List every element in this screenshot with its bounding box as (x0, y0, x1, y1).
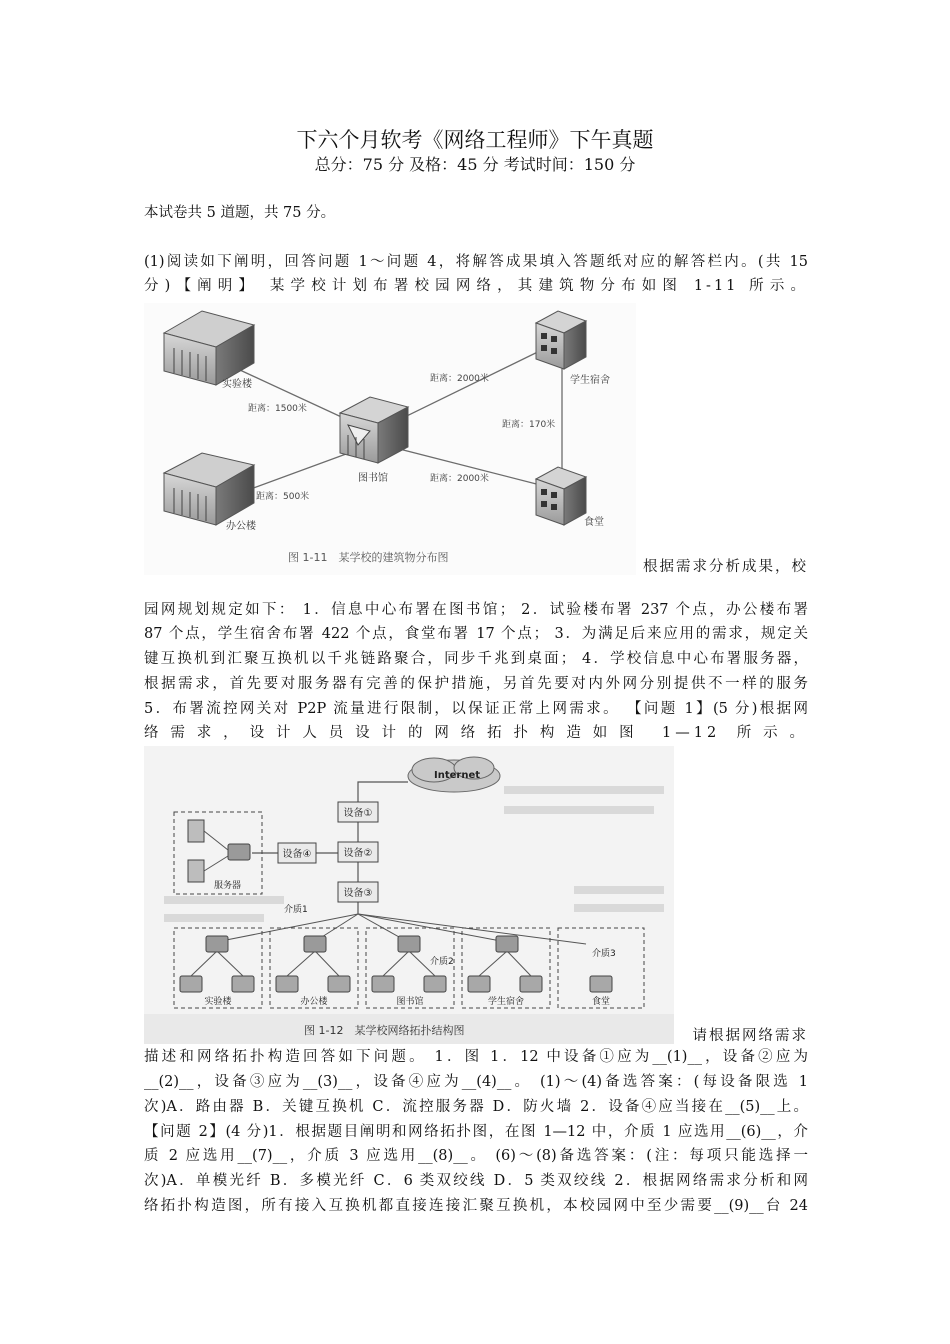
device-4-label: 设备④ (282, 849, 312, 860)
lab-building-icon (164, 311, 254, 385)
dorm-building-icon (536, 311, 586, 369)
distance-library-dorm: 距离：2000米 (430, 374, 489, 384)
device-3-label: 设备③ (343, 888, 373, 899)
building-distribution-figure (144, 303, 636, 575)
para3-line-7: 络拓扑构造图，所有接入互换机都直接连接汇聚互换机，本校园网中至少需要__(9)__台 24 (144, 1198, 808, 1214)
distance-dorm-canteen: 距离：170米 (502, 420, 556, 430)
group-canteen-label: 食堂 (591, 997, 611, 1007)
after-figure-2-text: 请根据网络需求 (692, 1028, 808, 1044)
lab-label: 实验楼 (222, 379, 252, 390)
group-dorm-label: 学生宿舍 (487, 997, 525, 1007)
group-office-label: 办公楼 (300, 997, 328, 1007)
medium-2-label: 介质2 (430, 957, 454, 967)
distance-lab-library: 距离：1500米 (248, 404, 307, 414)
para2-line-6: 络需求，设计人员设计的网络拓扑构造如图 1—12 所示。 (144, 725, 808, 741)
figure-1-11-caption: 图 1-11 某学校的建筑物分布图 (288, 551, 449, 564)
distance-office-library: 距离：500米 (256, 492, 310, 502)
office-building-icon (164, 453, 254, 525)
group-lab-label: 实验楼 (204, 997, 232, 1007)
dorm-label: 学生宿舍 (570, 375, 610, 386)
para3-line-1: 描述和网络拓扑构造回答如下问题。 1．图 1．12 中设备①应为__(1)__，设备②应为 (144, 1049, 808, 1065)
device-1-label: 设备① (343, 808, 373, 819)
medium-3-label: 介质3 (592, 949, 616, 959)
group-library-label: 图书馆 (396, 997, 424, 1007)
office-label: 办公楼 (226, 521, 256, 532)
library-label: 图书馆 (358, 473, 388, 484)
para3-line-4: 【问题 2】(4 分)1．根据题目阐明和网络拓扑图，在图 1—12 中，介质 1 应选用__(6)__，介 (144, 1124, 808, 1140)
canteen-label: 食堂 (584, 517, 604, 528)
canteen-building-icon (536, 467, 586, 525)
intro-text: 本试卷共 5 道题，共 75 分。 (144, 205, 336, 221)
para3-line-6: 次)A．单模光纤 B．多模光纤 C．6 类双绞线 D．5 类双绞线 2．根据网络需求分析和网 (144, 1173, 808, 1189)
server-label: 服务器 (214, 881, 242, 891)
medium-1-label: 介质1 (284, 905, 308, 915)
server-switch-icon (228, 844, 250, 860)
library-building-icon (340, 397, 408, 463)
distance-library-canteen: 距离：2000米 (430, 474, 489, 484)
para2-line-2: 87 个点，学生宿舍布署 422 个点，食堂布署 17 个点； 3．为满足后来应用的需求，规定关 (144, 626, 808, 642)
exam-info: 总分：75 分 及格：45 分 考试时间：150 分 (314, 155, 636, 174)
figure-1-12-caption: 图 1-12 某学校网络拓扑结构图 (304, 1024, 465, 1037)
para3-line-2: __(2)__，设备③应为__(3)__，设备④应为__(4)__。 (1)～(4)备选答案：(每设备限选 1 (144, 1074, 808, 1090)
q1-line-1: (1)阅读如下阐明，回答问题 1～问题 4，将解答成果填入答题纸对应的解答栏内。(共 15 (144, 254, 809, 270)
q1-line-2: 分)【阐明】 某学校计划布署校园网络，其建筑物分布如图 1-11 所示。 (144, 278, 808, 294)
after-figure-1-text: 根据需求分析成果，校 (643, 559, 808, 575)
para3-line-3: 次)A．路由器 B．关键互换机 C．流控服务器 D．防火墙 2．设备④应当接在__(5)__上。 (144, 1099, 808, 1115)
page-title: 下六个月软考《网络工程师》下午真题 (296, 128, 654, 152)
para2-line-4: 根据需求，首先要对服务器有完善的保护措施，另首先要对内外网分别提供不一样的服务 (144, 676, 808, 692)
para2-line-1: 园网规划规定如下： 1．信息中心布署在图书馆； 2．试验楼布署 237 个点，办公楼布署 (144, 602, 808, 618)
para2-line-5: 5．布署流控网关对 P2P 流量进行限制，以保证正常上网需求。 【问题 1】(5 分)根据网 (144, 701, 808, 717)
para2-line-3: 键互换机到汇聚互换机以千兆链路聚合，同步千兆到桌面； 4．学校信息中心布署服务器， (144, 651, 808, 667)
device-2-label: 设备② (343, 848, 373, 859)
network-topology-figure (144, 746, 674, 1044)
para3-line-5: 质 2 应选用__(7)__，介质 3 应选用__(8)__。 (6)～(8)备选答案：(注：每项只能选择一 (144, 1148, 808, 1164)
internet-label: Internet (434, 770, 481, 781)
